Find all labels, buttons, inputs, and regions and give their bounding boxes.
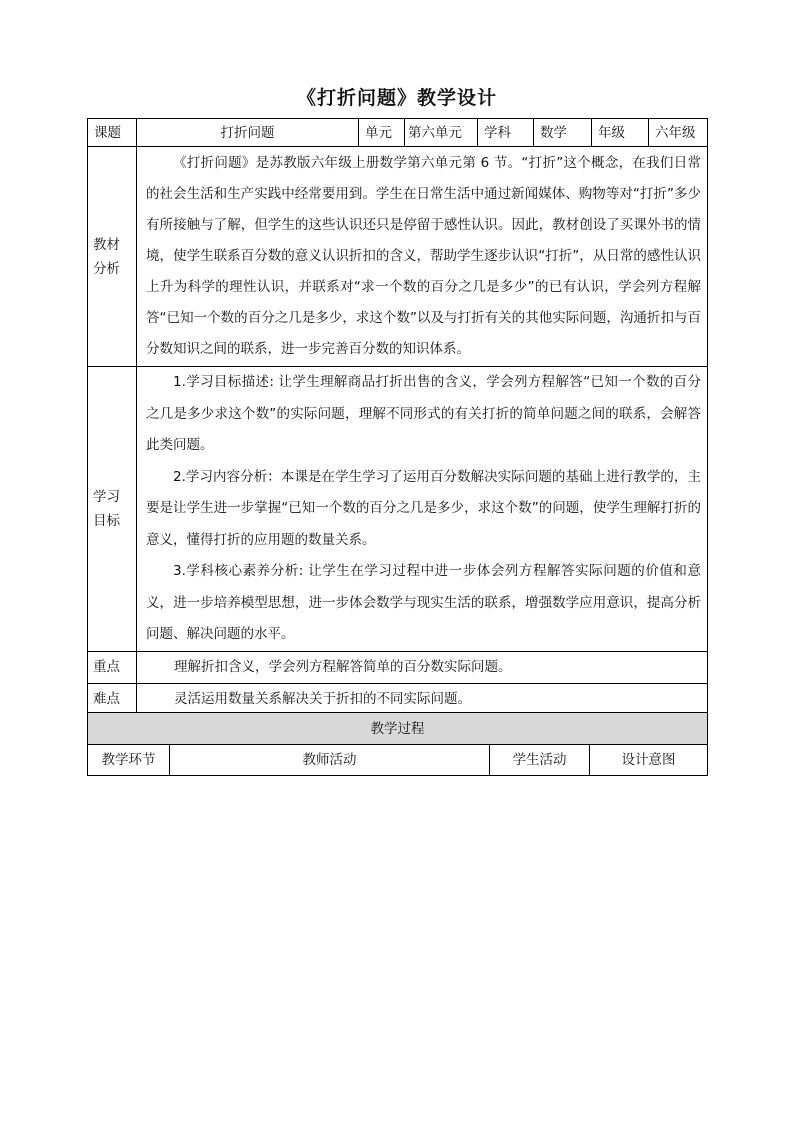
label-line: 目标: [93, 512, 120, 529]
difficult-point-label: 难点: [88, 683, 137, 714]
topic-value: 打折问题: [137, 119, 359, 147]
column-teaching-stage: 教学环节: [88, 745, 170, 776]
goal-item: 2.学习内容分析：本课是在学生学习了运用百分数解决实际问题的基础上进行教学的，主要是让学生进一步掌握“已知一个数的百分之几是多少，求这个数”的问题，使学生理解打折的意义，懂得打折的应用题的数量关系。: [146, 468, 701, 548]
process-header-row: [88, 713, 708, 745]
goal-item: 3.学科核心素养分析: 让学生在学习过程中进一步体会列方程解答实际问题的价值和意义，进一步培养模型思想，进一步体会数学与现实生活的联系，增强数学应用意识，提高分析问题、解决问题的水平。: [146, 563, 701, 642]
textbook-analysis-text: 《打折问题》是苏教版六年级上册数学第六单元第 6 节。“打折”这个概念，在我们日常的社会生活和生产实践中经常要用到。学生在日常生活中通过新闻媒体、购物等对“打折”多少有所接触与了解，但学生的这些认识还只是停留于感性认识。因此，教材创设了买课外书的情境，使学生联系百分数的意义认识折扣的含义，帮助学生逐步认识“打折”，从日常的感性认识上升为科学的理性认识，并联系对“求一个数的百分之几是多少”的已有认识，学会列方程解答“已知一个数的百分之几是多少，求这个数”以及与打折有关的其他实际问题，沟通折扣与百分数知识之间的联系，进一步完善百分数的知识体系。: [146, 155, 701, 357]
page-title: 《打折问题》教学设计: [296, 87, 497, 109]
subject-label: 学科: [478, 119, 534, 147]
process-columns-row: [88, 745, 708, 776]
difficult-point-text: 灵活运用数量关系解决关于折扣的不同实际问题。: [137, 683, 708, 714]
subject-value: 数学: [534, 119, 592, 147]
difficult-point-row: [88, 683, 708, 714]
learning-goals-label: [88, 367, 137, 652]
column-design-intent: 设计意图: [590, 745, 708, 776]
label-line: 分析: [93, 260, 120, 277]
topic-label: 课题: [88, 119, 137, 147]
textbook-analysis-content: [137, 147, 708, 367]
unit-value: 第六单元: [405, 119, 478, 147]
process-header: 教学过程: [88, 713, 708, 745]
grade-value: 六年级: [649, 119, 708, 147]
unit-label: 单元: [359, 119, 405, 147]
label-line: 教材: [93, 236, 120, 253]
key-point-row: [88, 651, 708, 683]
learning-goals-content: [137, 367, 708, 652]
label-line: 学习: [93, 488, 120, 505]
textbook-analysis-row: [88, 147, 708, 367]
teaching-process-table: [87, 712, 708, 776]
key-point-text: 理解折扣含义，学会列方程解答简单的百分数实际问题。: [137, 651, 708, 683]
textbook-analysis-label: [88, 147, 137, 367]
grade-label: 年级: [592, 119, 649, 147]
info-row: [88, 119, 708, 147]
column-teacher-activity: 教师活动: [170, 745, 490, 776]
key-point-label: 重点: [88, 651, 137, 683]
lesson-info-table: [87, 118, 708, 715]
learning-goals-row: [88, 367, 708, 652]
column-student-activity: 学生活动: [490, 745, 590, 776]
goal-item: 1.学习目标描述: 让学生理解商品打折出售的含义，学会列方程解答“已知一个数的百分之几是多少求这个数”的实际问题，理解不同形式的有关打折的简单问题之间的联系，会解答此类问题。: [146, 374, 701, 453]
